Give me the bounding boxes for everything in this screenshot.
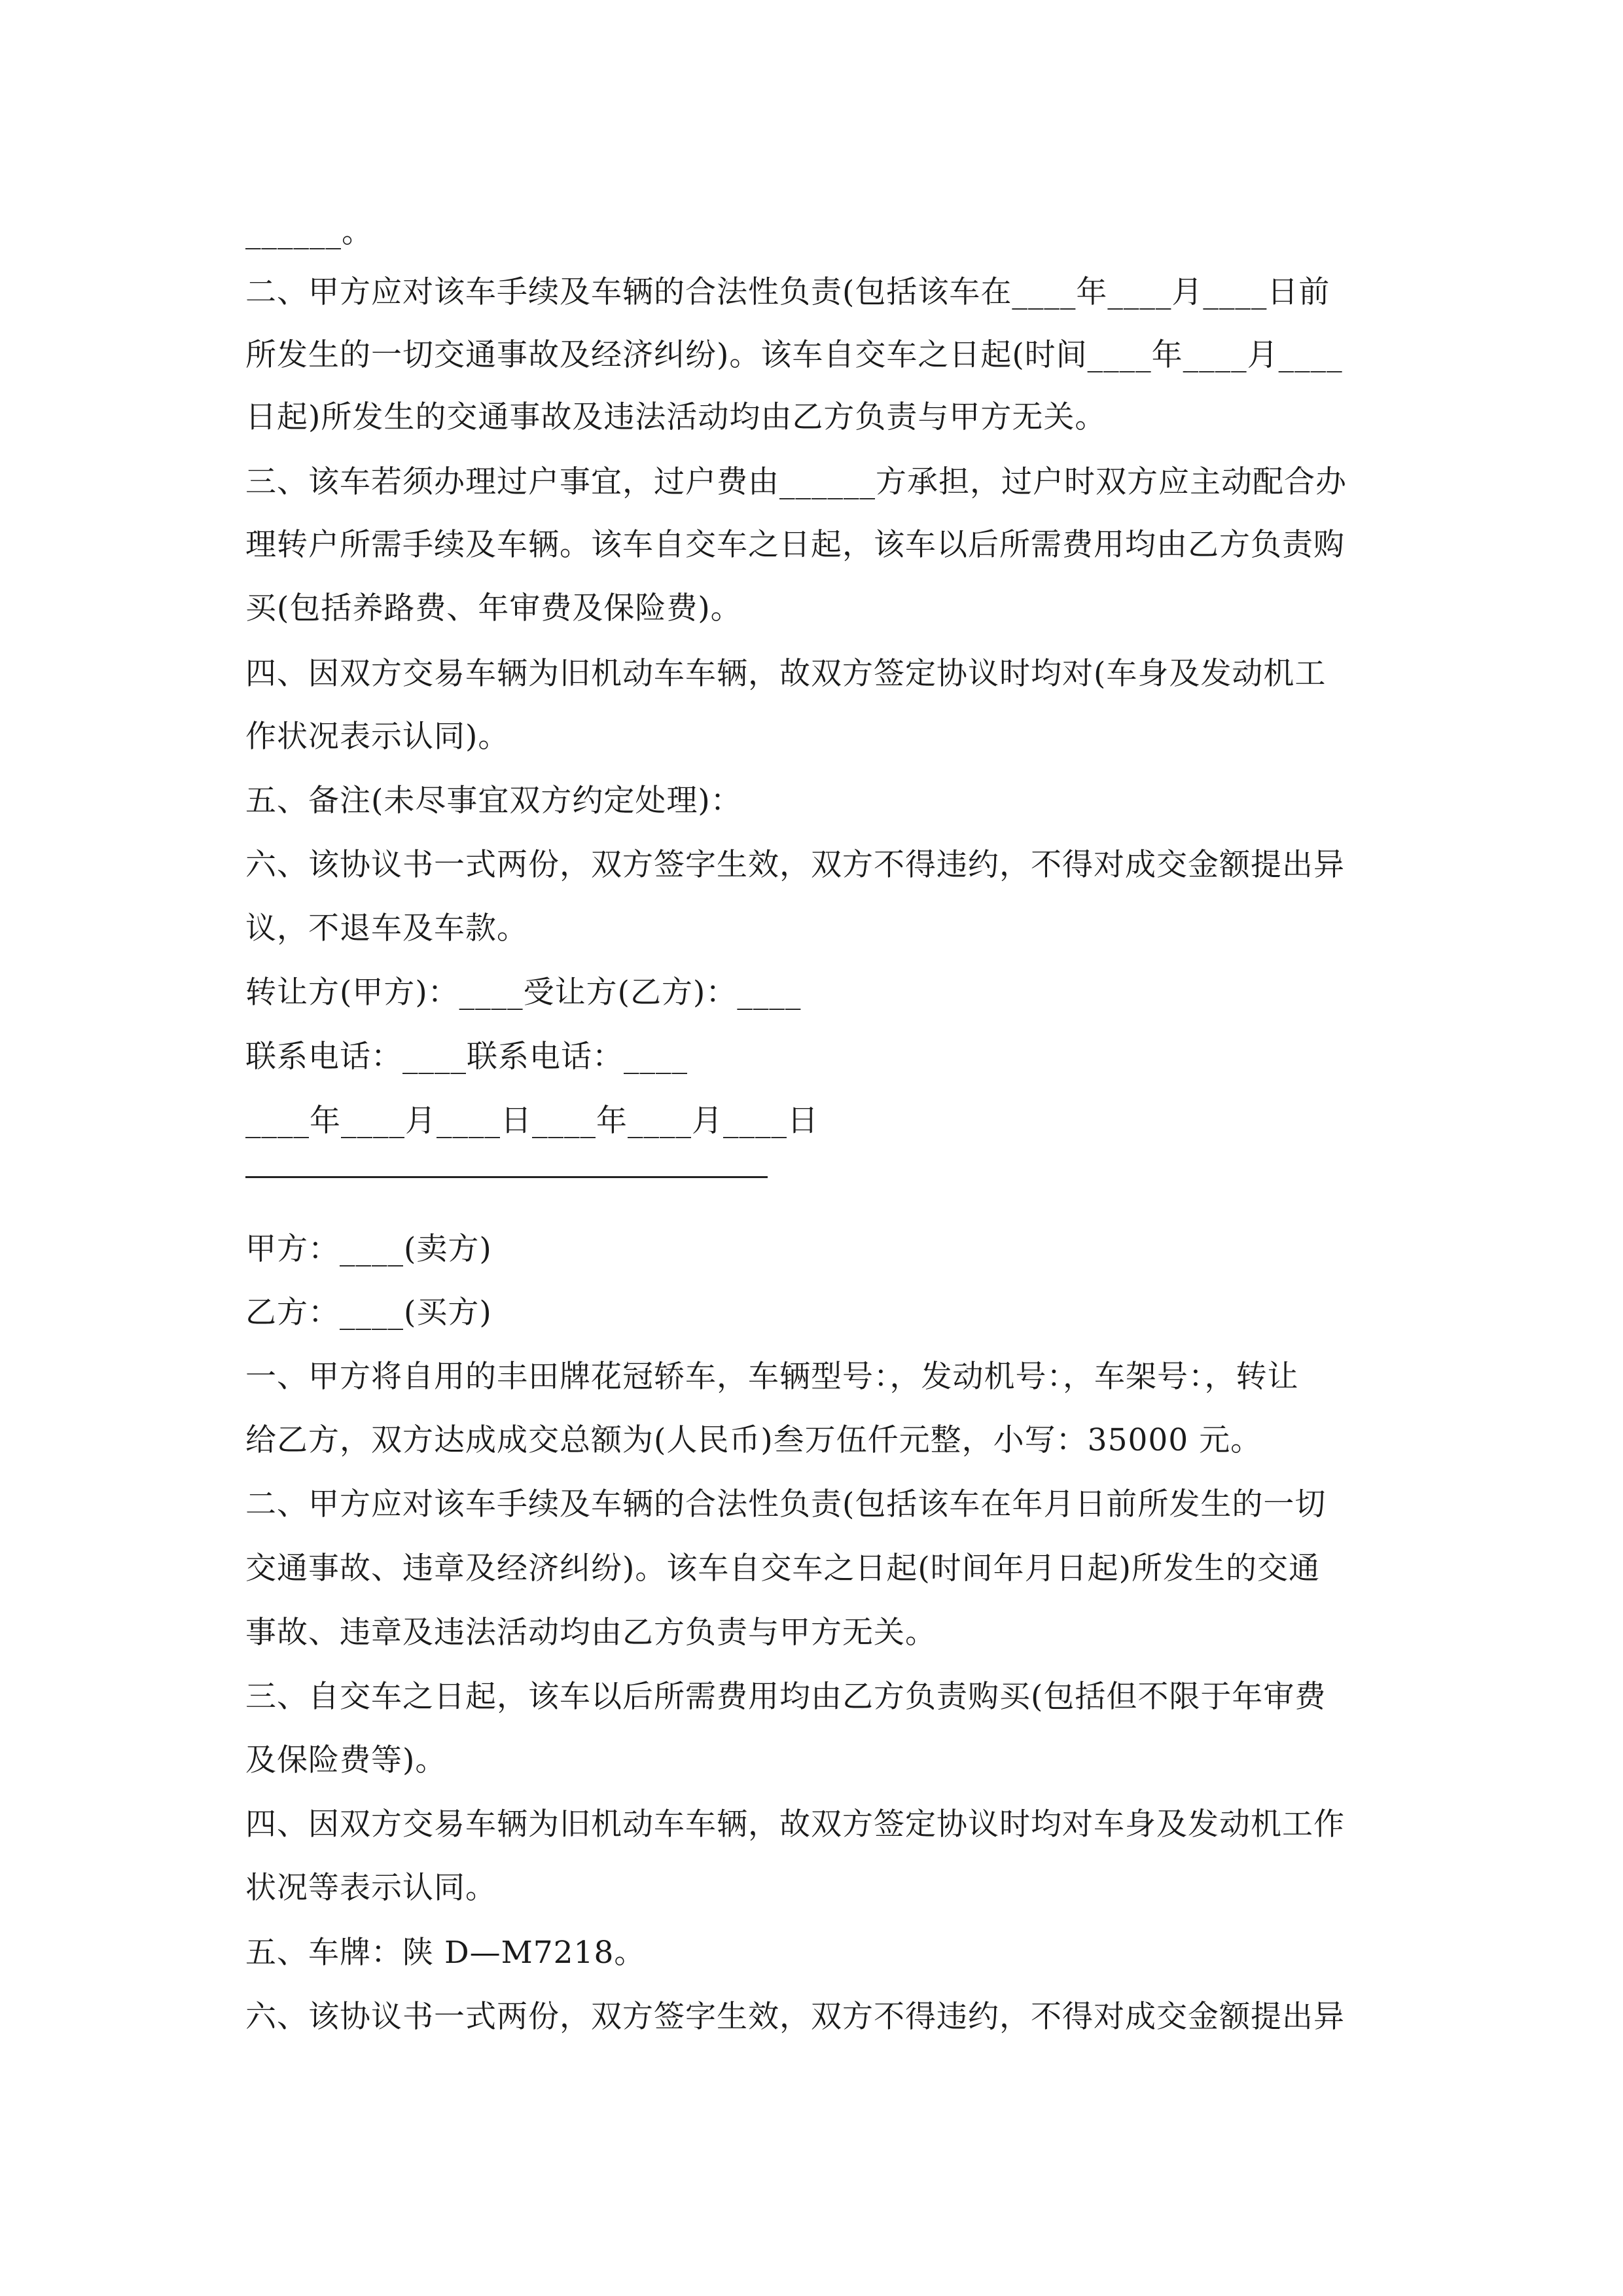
text-line: 四、因双方交易车辆为旧机动车车辆，故双方签定协议时均对(车身及发动机工 (245, 656, 1327, 692)
text-line: 理转户所需手续及车辆。该车自交车之日起，该车以后所需费用均由乙方负责购 (245, 527, 1345, 563)
text-line: 买(包括养路费、年审费及保险费)。 (245, 590, 742, 626)
phone-line: 联系电话：____联系电话：____ (245, 1039, 688, 1075)
text-line: 三、自交车之日起，该车以后所需费用均由乙方负责购买(包括但不限于年审费 (245, 1679, 1327, 1715)
text-line: 事故、违章及违法活动均由乙方负责与甲方无关。 (245, 1615, 936, 1651)
party-a-line: 甲方：____(卖方) (245, 1231, 492, 1267)
text-line: 日起)所发生的交通事故及违法活动均由乙方负责与甲方无关。 (245, 399, 1107, 435)
text-line: 及保险费等)。 (245, 1742, 447, 1778)
section-divider (245, 1176, 768, 1178)
signature-line: 转让方(甲方)：____受让方(乙方)：____ (245, 975, 802, 1011)
text-line: 作状况表示认同)。 (245, 719, 510, 755)
text-line: 状况等表示认同。 (245, 1870, 497, 1906)
text-line: 交通事故、违章及经济纠纷)。该车自交车之日起(时间年月日起)所发生的交通 (245, 1551, 1321, 1587)
text-line: 五、备注(未尽事宜双方约定处理)： (245, 783, 742, 819)
license-plate-line: 五、车牌：陕 D—M7218。 (245, 1935, 646, 1971)
party-b-line: 乙方：____(买方) (245, 1295, 492, 1331)
text-line: 六、该协议书一式两份，双方签字生效，双方不得违约，不得对成交金额提出异 (245, 1999, 1345, 2035)
text-line: 所发生的一切交通事故及经济纠纷)。该车自交车之日起(时间____年____月____ (245, 337, 1343, 373)
text-line: 三、该车若须办理过户事宜，过户费由______方承担，过户时双方应主动配合办 (245, 464, 1347, 500)
date-line: ____年____月____日____年____月____日 (245, 1103, 819, 1139)
text-line: 六、该协议书一式两份，双方签字生效，双方不得违约，不得对成交金额提出异 (245, 847, 1345, 883)
text-line: 四、因双方交易车辆为旧机动车车辆，故双方签定协议时均对车身及发动机工作 (245, 1806, 1345, 1842)
text-line: 二、甲方应对该车手续及车辆的合法性负责(包括该车在年月日前所发生的一切 (245, 1486, 1327, 1522)
text-line: ______。 (245, 214, 373, 250)
text-line: 一、甲方将自用的丰田牌花冠轿车，车辆型号：，发动机号：，车架号：，转让 (245, 1359, 1299, 1395)
text-line: 给乙方，双方达成成交总额为(人民币)叁万伍仟元整，小写：35000 元。 (245, 1422, 1262, 1458)
text-line: 二、甲方应对该车手续及车辆的合法性负责(包括该车在____年____月____日前 (245, 274, 1330, 310)
text-line: 议，不退车及车款。 (245, 910, 528, 946)
